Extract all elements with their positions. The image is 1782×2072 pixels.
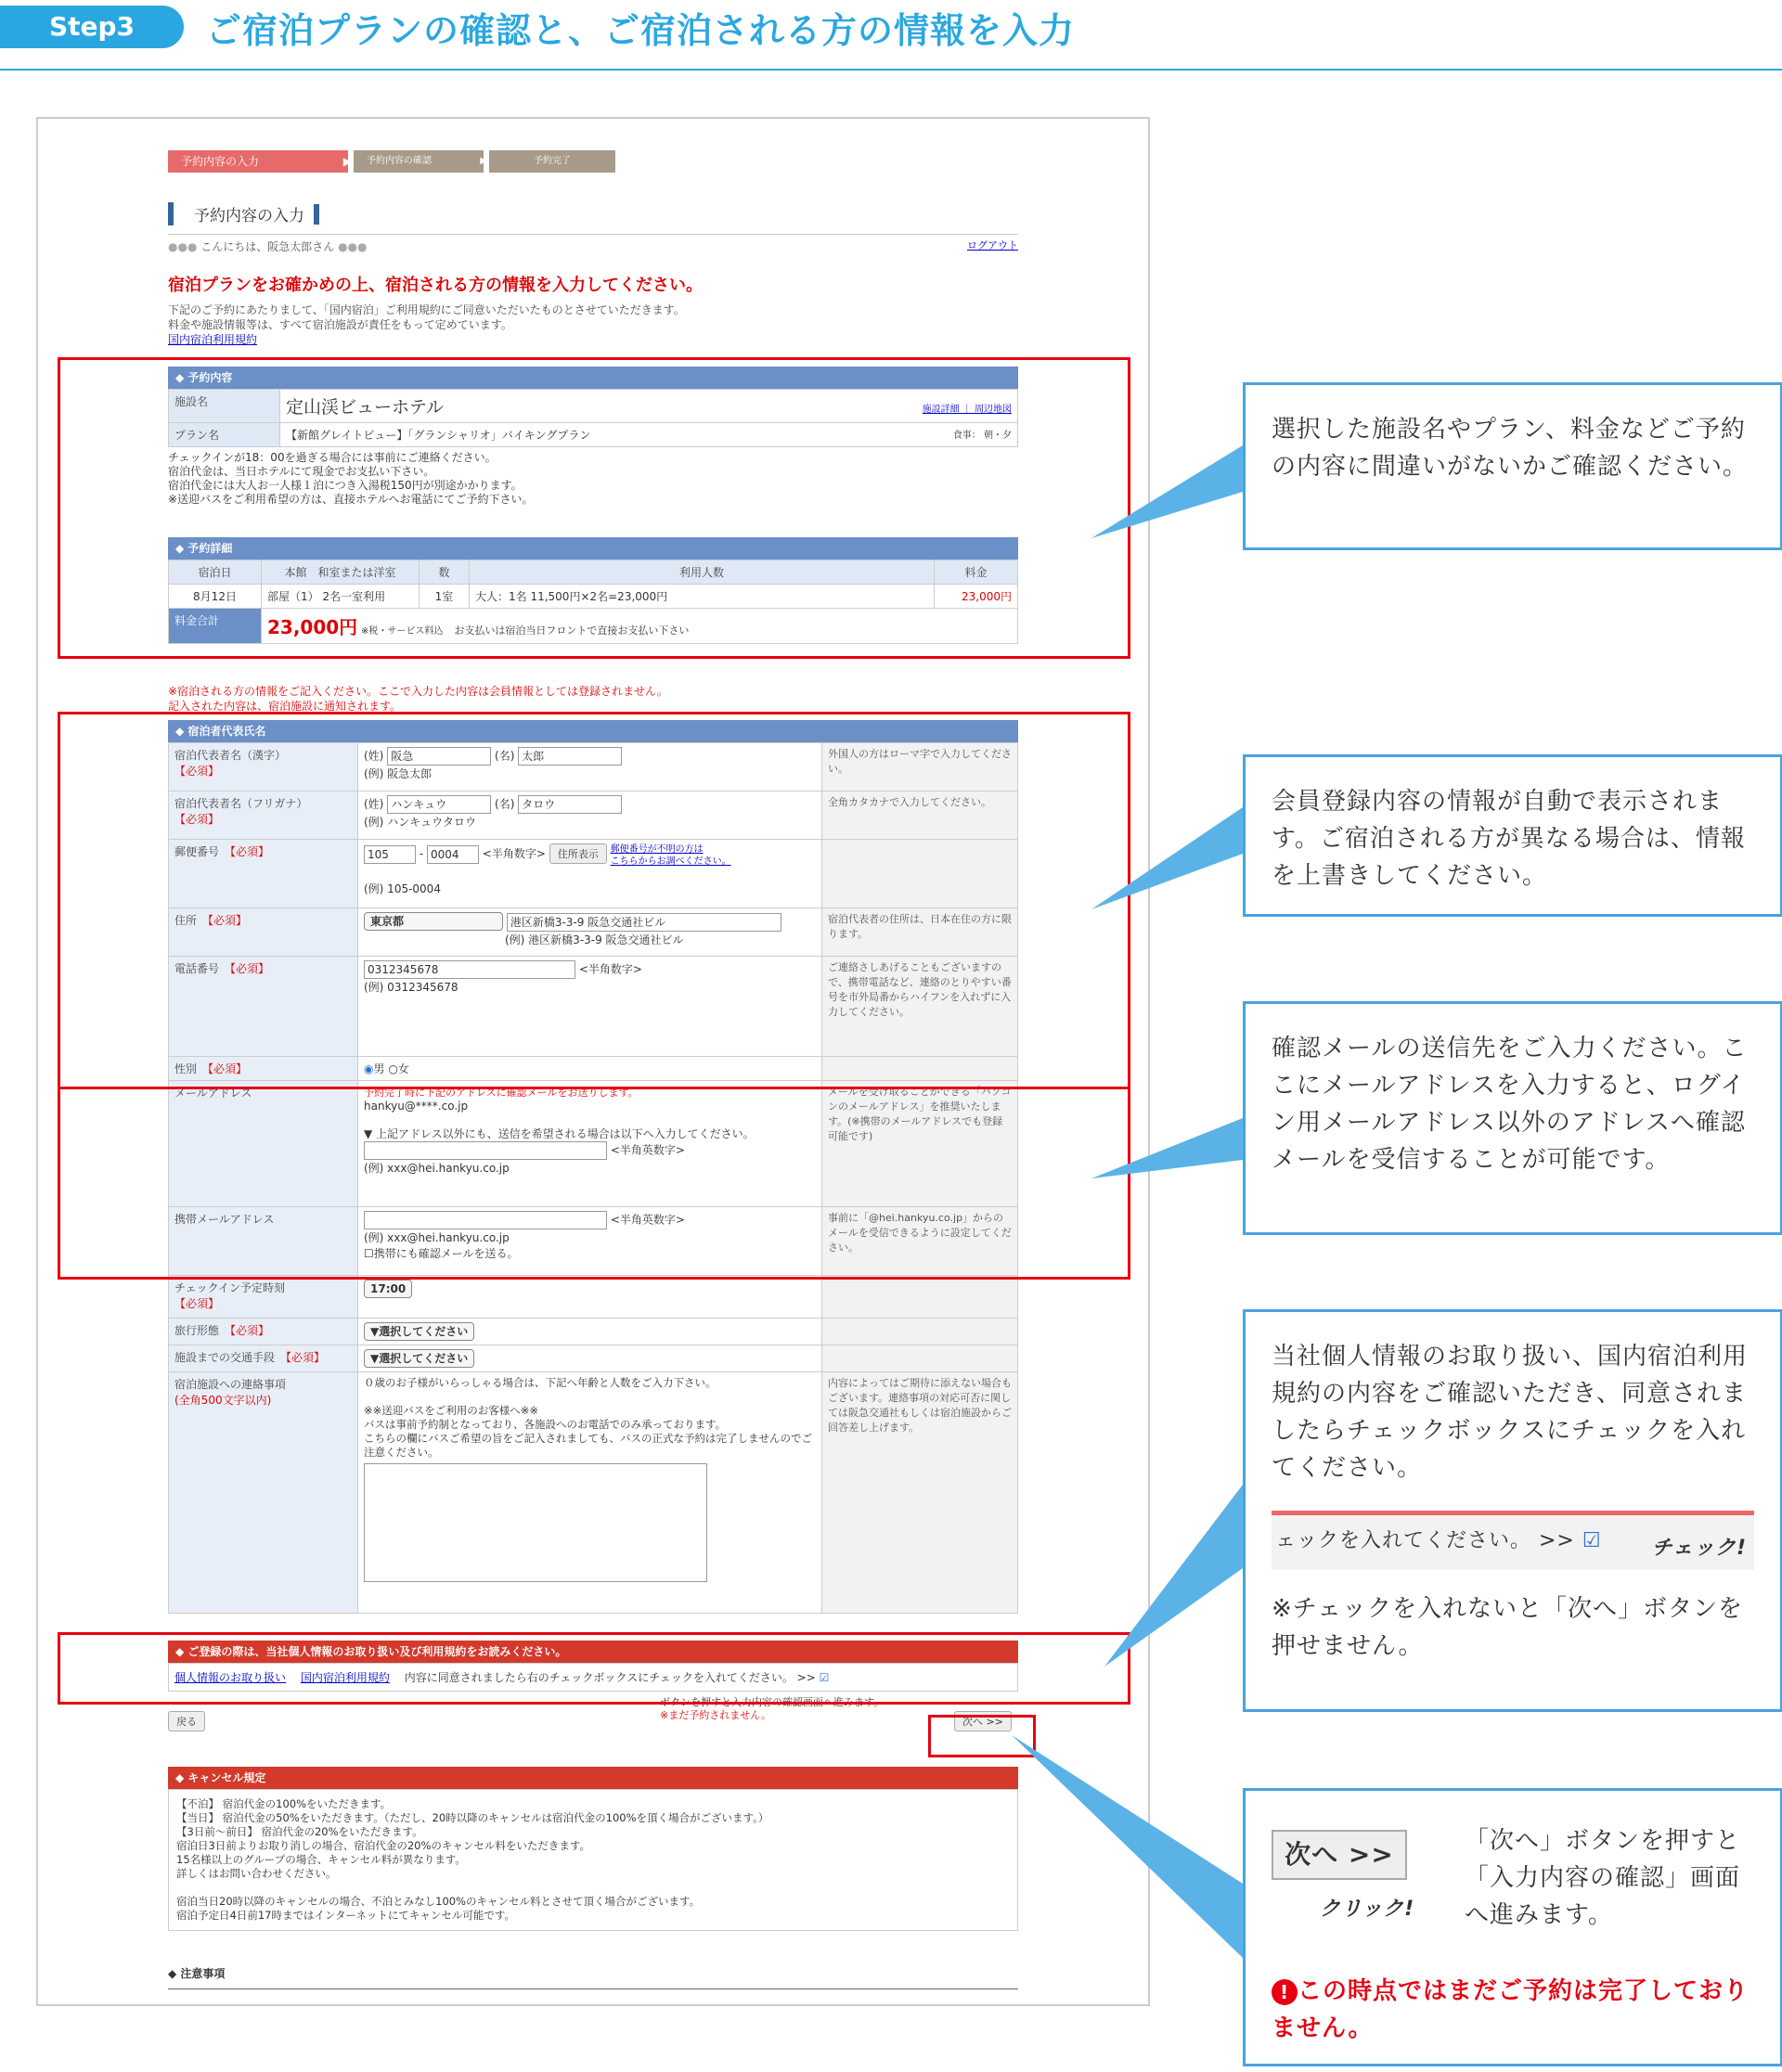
checkbox-sample: ェックを入れてください。 >> ☑ チェック! xyxy=(1272,1511,1754,1570)
page-headline: 宿泊プランをお確かめの上、宿泊される方の情報を入力してください。 xyxy=(168,276,703,295)
notice-head: ◆ 注意事項 xyxy=(168,1965,1018,1989)
terms-link-2[interactable]: 国内宿泊利用規約 xyxy=(300,1671,390,1684)
detail-box: ◆ 予約詳細 宿泊日 本館 和室または洋室 数 利用人数 料金 8月12日 部屋（1） 2名一室利用 1室 大人：1名 11,500円×2名=23,000円 23,000円 料金合計 23,000円 ※税・サービス料込 お支払いは宿泊当日フロントで直接お支払い下さい xyxy=(168,537,1018,644)
callout-privacy: 当社個人情報のお取り扱い、国内宿泊利用規約の内容をご確認いただき、同意されましたらチェックボックスにチェックを入れてください。 ェックを入れてください。 >> ☑ チェック! ※チェックを入れないと「次へ」ボタンを押せません。 xyxy=(1243,1309,1782,1712)
next-hint: ボタンを押すと入力内容の確認画面へ進みます。 ※まだ予約されません。 xyxy=(660,1696,885,1721)
plan-name: 【新館グレイトビュー】「グランシャリオ」バイキングプラン xyxy=(286,429,591,442)
cancel-box: ◆ キャンセル規定 【不泊】 宿泊代金の100%をいただきます。 【当日】 宿泊代金の50%をいただきます。（ただし、20時以降のキャンセルは宿泊代金の100%を頂く場合がございます。） 【3日前〜前日】 宿泊代金の20%をいただきます。 宿泊日3日前よりお取り消しの場合、宿泊代金の20%のキャンセル料をいただきます。 15名様以上のグループの場合、キャンセル料が異なります。 詳しくはお問い合わせください。 宿泊当日20時以降のキャンセルの場合、不泊とみなし100%のキャンセル料とさせて頂く場合がございます。 宿泊予定日4日前17時まではインターネットにてキャンセル可能です。 xyxy=(168,1767,1018,1931)
total-price: 23,000円 xyxy=(267,616,358,638)
privacy-head: ◆ ご登録の際は、当社個人情報のお取り扱い及び利用規約をお読みください。 xyxy=(168,1641,1018,1663)
not-complete-warning: ! この時点ではまだご予約は完了しておりません。 xyxy=(1272,1977,1750,2042)
cancel-head: ◆ キャンセル規定 xyxy=(168,1767,1018,1789)
zip1-input[interactable]: 105 xyxy=(364,845,416,864)
agree-checkbox[interactable]: ☑ xyxy=(819,1671,830,1684)
back-button[interactable]: 戻る xyxy=(168,1711,205,1731)
next-button-sample: 次へ >> xyxy=(1272,1830,1407,1880)
progress-step-complete: 予約完了 xyxy=(489,150,615,173)
logout-link[interactable]: ログアウト xyxy=(967,239,1018,251)
kana-sei-input[interactable]: ハンキュウ xyxy=(387,795,491,814)
reservation-notes: チェックインが18：00を過ぎる場合には事前にご連絡ください。 宿泊代金は、当日ホテルにて現金でお支払い下さい。 宿泊代金には大人お一人様１泊につき入湯税150円が別途かかります。 ※送迎バスをご利用希望の方は、直接ホテルへお電話にてご予約下さい。 xyxy=(168,451,534,506)
address-input[interactable]: 港区新橋3-3-9 阪急交通社ビル xyxy=(507,913,781,932)
zip-search-link[interactable]: 郵便番号が不明の方は こちらからお調べください。 xyxy=(610,844,731,867)
reservation-box: ◆ 予約内容 施設名 定山渓ビューホテル 施設詳細 ｜ 周辺地図 プラン名 【新館グレイトビュー】「グランシャリオ」バイキングプラン 食事： 朝・夕 チェックインが18：00を過ぎる場合には事前にご連絡ください。 宿泊代金は、当日ホテルにて現金でお支払い下さい。 宿泊代金には大人お一人様１泊につき入湯税150円が別途かかります。 ※送迎バスをご利用希望の方は、直接ホテルへお電話にてご予約下さい。 xyxy=(168,367,1018,510)
male-radio[interactable]: ◉ xyxy=(364,1062,374,1075)
callout-guest: 会員登録内容の情報が自動で表示されます。ご宿泊される方が異なる場合は、情報を上書きしてください。 xyxy=(1243,754,1782,917)
progress-step-confirm: 予約内容の確認 ▶ xyxy=(354,150,484,173)
transport-select[interactable]: ▼選択してください xyxy=(364,1349,474,1368)
registered-email: hankyu@****.co.jp xyxy=(364,1100,469,1113)
guest-form: ◆ 宿泊者代表氏名 宿泊代表者名（漢字） 【必須】 (姓) 阪急 (名) 太郎 (例) 阪急太郎 外国人の方はローマ字で入力してください。 宿泊代表者名（フリガナ） 【必須】 (姓) ハンキュウ (名) タロウ (例) ハンキュウタロウ 全角カタカナで入力してください。 郵便番号 【必須】 105 - 0004 <半角数字> 住所表示 郵便番号が不明の方は こちらからお調べください。 (例) 105-0004 住所 【必須】 東京都 港区新橋3-3-9 阪急交通社ビル (例) 港区新橋3-3-9 阪急交通社ビル 宿泊代表者の住所は、日本在住の方に限ります。 電話番号 【必須】 0312345678 <半角数字> (例) 0312345678 ご連絡さしあげることもございますので、携帯電話など、連絡のとりやすい番号を市外局番からハイフンを入れずに入力してください。 性別 【必須】 ◉男 ○女 メールアドレス 予約完了時に下記のアドレスに確認メールをお送りします。 hankyu@****.co.jp ▼ 上記アドレス以外にも、送信を希望される場合は以下へ入力してください。 <半角英数字> (例) xxx@hei.hankyu.co.jp メールを受け取ることができる「パソコンのメールアドレス」を推奨いたします。(※携帯のメールアドレスでも登録可能です) 携帯メールアドレス <半角英数字> (例) xxx@hei.hankyu.co.jp ☐携帯にも確認メールを送る。 事前に「@hei.hankyu.co.jp」からのメールを受信できるように設定してください。 チェックイン予定時刻 【必須】 17:00 旅行形態 【必須】 ▼選択してください 施設までの交通手段 【必須】 ▼選択してください 宿泊施設への連絡事項 (全角500文字以内) ０歳のお子様がいらっしゃる場合は、下記へ年齢と人数をご入力下さい。 ※※送迎バスをご利用のお客様へ※※ バスは事前予約制となっており、各施設へのお電話でのみ承っております。 こちらの欄にバスご希望の旨をご記入されましても、バスの正式な予約は完了しませんのでご注意ください。 内容によってはご期待に添えない場合もございます。連絡事項の対応可否に関しては阪急交通社もしくは宿泊施設からご回答差し上げます。 xyxy=(168,720,1018,1614)
next-button[interactable]: 次へ >> xyxy=(954,1711,1012,1731)
checkin-select[interactable]: 17:00 xyxy=(364,1280,412,1298)
kana-mei-input[interactable]: タロウ xyxy=(518,795,622,814)
detail-head: ◆ 予約詳細 xyxy=(168,537,1018,560)
progress-step-input: 予約内容の入力 ▶ xyxy=(168,150,348,173)
tel-input[interactable]: 0312345678 xyxy=(364,960,575,979)
travel-type-select[interactable]: ▼選択してください xyxy=(364,1322,474,1341)
privacy-box: ◆ ご登録の際は、当社個人情報のお取り扱い及び利用規約をお読みください。 個人情報のお取り扱い 国内宿泊利用規約 内容に同意されましたら右のチェックボックスにチェックを入れてください。 >> ☑ xyxy=(168,1641,1018,1692)
address-lookup-button[interactable]: 住所表示 xyxy=(549,843,607,864)
meal-info: 食事： 朝・夕 xyxy=(952,431,1012,441)
facility-links[interactable]: 施設詳細 ｜ 周辺地図 xyxy=(922,405,1012,415)
privacy-link[interactable]: 個人情報のお取り扱い xyxy=(174,1671,287,1684)
prefecture-select[interactable]: 東京都 xyxy=(364,912,503,931)
kanji-mei-input[interactable]: 太郎 xyxy=(518,747,622,766)
kanji-sei-input[interactable]: 阪急 xyxy=(387,747,491,766)
callout-mail: 確認メールの送信先をご入力ください。ここにメールアドレスを入力すると、ログイン用メールアドレス以外のアドレスへ確認メールを受信することが可能です。 xyxy=(1243,1001,1782,1235)
callout-next: 次へ >> クリック! 「次へ」ボタンを押すと「入力内容の確認」画面へ進みます。 ! この時点ではまだご予約は完了しておりません。 xyxy=(1243,1788,1782,2066)
guest-warning: ※宿泊される方の情報をご記入ください。ここで入力した内容は会員情報としては登録されません。 記入された内容は、宿泊施設に通知されます。 xyxy=(168,685,668,713)
page-title: 予約内容の入力 xyxy=(168,202,319,225)
callout-reservation: 選択した施設名やプラン、料金などご予約の内容に間違いがないかご確認ください。 xyxy=(1243,382,1782,550)
greeting-bar: ●●● こんにちは、阪急太郎さん ●●● ログアウト xyxy=(168,234,1018,254)
zip2-input[interactable]: 0004 xyxy=(427,845,479,864)
mobile-mail-checkbox[interactable]: ☐ xyxy=(364,1247,374,1260)
female-radio[interactable]: ○ xyxy=(388,1062,398,1075)
terms-link[interactable]: 国内宿泊利用規約 xyxy=(168,333,258,346)
step-title: ご宿泊プランの確認と、ご宿泊される方の情報を入力 xyxy=(206,10,1076,51)
step-badge: Step3 xyxy=(0,6,184,48)
guest-head: ◆ 宿泊者代表氏名 xyxy=(168,720,1018,742)
intro-text: 下記のご予約にあたりまして、「国内宿泊」ご利用規約にご同意いただいたものとさせていただきます。 料金や施設情報等は、すべて宿泊施設が責任をもって定めています。 国内宿泊利用規約 xyxy=(168,303,685,346)
reservation-head: ◆ 予約内容 xyxy=(168,367,1018,389)
facility-name: 定山渓ビューホテル xyxy=(286,397,445,418)
